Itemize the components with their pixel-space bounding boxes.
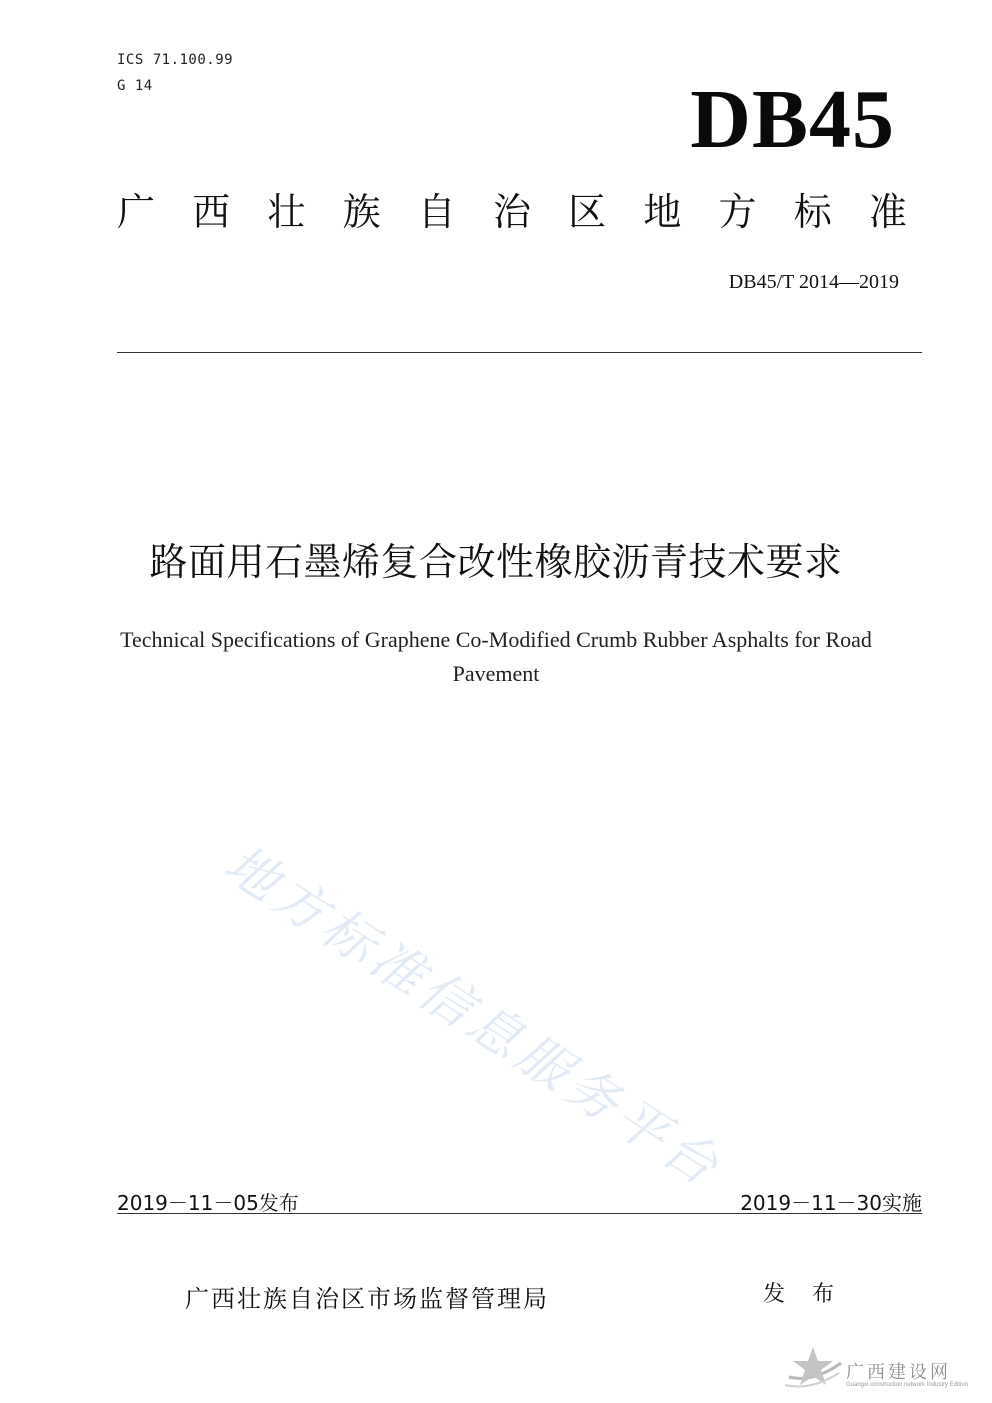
publish-label: 发 布 (763, 1282, 844, 1307)
standard-type-char: 区 (568, 190, 607, 234)
standard-type-char: 自 (417, 190, 456, 234)
corner-logo-name: 广西建设网 (846, 1362, 951, 1383)
corner-logo-subtitle: Guangxi construction network Industry Edition (846, 1382, 969, 1388)
standard-type-char: 标 (793, 190, 832, 234)
standard-type-char: 准 (868, 190, 907, 234)
bottom-divider (117, 1213, 922, 1214)
standard-type-char: 西 (192, 190, 231, 234)
standard-type-char: 地 (643, 190, 682, 234)
standard-type-heading (117, 190, 907, 234)
ics-code: ICS 71.100.99 (117, 52, 234, 68)
top-divider (117, 352, 922, 353)
ccs-code: G 14 (117, 78, 153, 94)
document-title-cn: 路面用石墨烯复合改性橡胶沥青技术要求 (149, 540, 843, 584)
document-title-en: Technical Specifications of Graphene Co-Modified Crumb Rubber Asphalts for Road Pavement (120, 627, 872, 686)
issue-date: 2019－11－05发布 (117, 1191, 299, 1215)
watermark-text: 地方标准信息服务平台 (213, 833, 733, 1201)
standard-type-char: 治 (492, 190, 531, 234)
issuing-authority: 广西壮族自治区市场监督管理局 (185, 1285, 549, 1313)
standard-type-char: 广 (117, 190, 156, 234)
standard-type-char: 壮 (267, 190, 306, 234)
db-code-mark: DB45 (690, 73, 895, 166)
implementation-date: 2019－11－30实施 (740, 1191, 922, 1215)
standard-number: DB45/T 2014—2019 (728, 271, 899, 293)
standard-type-char: 方 (718, 190, 757, 234)
standard-type-char: 族 (342, 190, 381, 234)
